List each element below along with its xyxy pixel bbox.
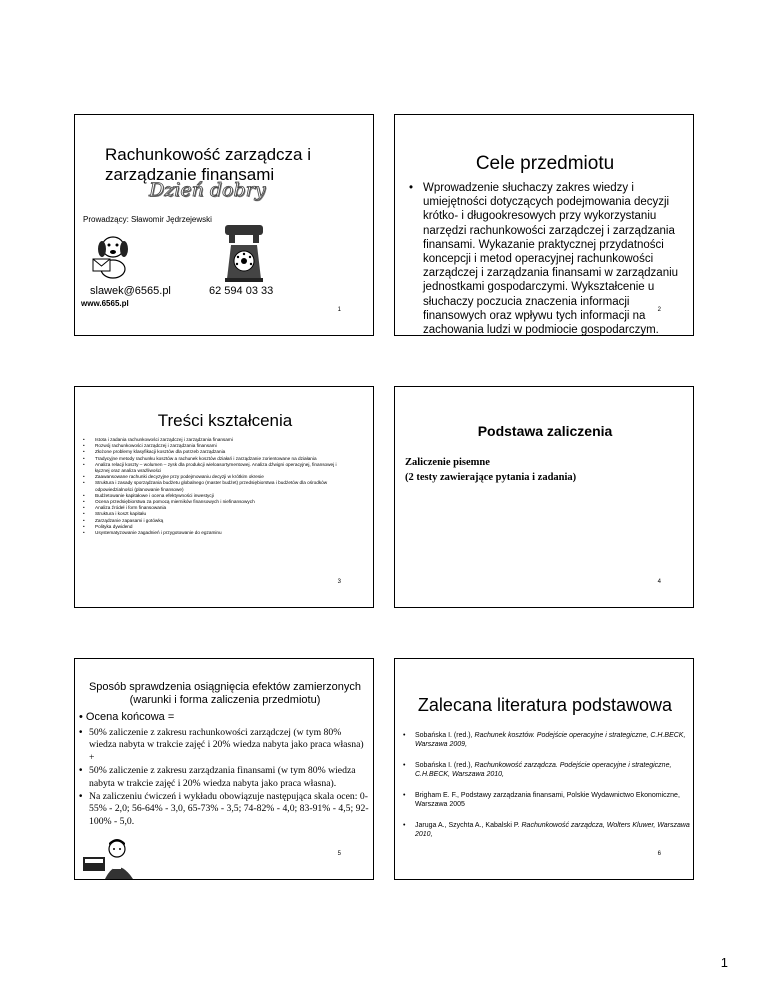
reference-item [401, 821, 691, 839]
telephone-icon [221, 223, 267, 283]
list-item: • Ocena przedsiębiorstwa za pomocą mierników finansowych i niefinansowych [81, 499, 351, 505]
reference-item [401, 731, 691, 749]
item-text: 50% zaliczenie z zakresu zarządzania finansami (w tym 80% wiedza nabyta w trakcie zajęć i 20% wiedza nabyta jako praca własna). [89, 765, 356, 789]
reference-author: Brigham E. F., [415, 792, 461, 799]
list-item: • Analiza relacji koszty – wolumen – zysk dla produkcji wieloasortymentowej. Analiza dźwigni operacyjnej, finansowej i łącznej oraz analiza wrażliwości [81, 462, 351, 474]
bullet-marker: • [79, 791, 83, 803]
slide-number: 5 [337, 851, 341, 857]
greeting-logo: Dzień dobry [149, 179, 266, 201]
reference-work: Podstawy zarządzania finansami, Polskie Wydawnictwo Ekonomiczne, Warszawa 2005 [415, 792, 680, 808]
slide-6 [394, 658, 694, 880]
slide-number: 1 [337, 307, 341, 313]
list-item: • Złożone problemy klasyfikacji kosztów dla potrzeb zarządzania [81, 449, 351, 455]
slide-number: 3 [337, 579, 341, 585]
list-item: • Struktura i koszt kapitału [81, 511, 351, 517]
slide-2-text: Wprowadzenie słuchaczy zakres wiedzy i umiejętności dotyczących podejmowania decyzji krótko- i długookresowych przy wykorzystaniu narzędzi rachunkowości zarządczej i zarządzania finansami. Wykazanie praktycznej przydatności koncepcji i metod operacyjnej rachunkowości zarządczej i zarządzania finansami w zarządzaniu jednostkami gospodarczymi. Wykształcenie u słuchaczy poczucia znaczenia informacji finansowych oraz wpływu tych informacji na zachowania ludzi w podmiocie gospodarczym. [423, 182, 679, 336]
reference-work: Rachunkowość zarządcza. Podejście operacyjne i strategiczne, C.H.BECK, Warszawa 2010, [415, 762, 672, 778]
exam-line-1: Zaliczenie pisemne [405, 457, 490, 468]
website: www.6565.pl [81, 299, 129, 308]
bullet-marker: • [403, 792, 406, 799]
slide-3 [74, 386, 374, 608]
item-text: Na zaliczeniu ćwiczeń i wykładu obowiązuje następująca skala ocen: 0-55% - 2,0; 56-64% - 3,0, 65-73% - 3,5; 74-82% - 4,0; 83-91% - 4,5; 92-100% - 5,0. [89, 791, 369, 827]
list-item: • Istota i zadania rachunkowości zarządczej i zarządzania finansami [81, 437, 351, 443]
slide-4-title: Podstawa zaliczenia [477, 423, 613, 439]
reference-author: Jaruga A., Szychta A., Kabalski P. [415, 822, 522, 829]
reference-item [401, 761, 691, 779]
list-item: • Tradycyjne metody rachunku kosztów a rachunek kosztów działań i zarządzanie zorientowane na działania [81, 456, 351, 462]
grading-list [79, 727, 369, 829]
slide-1 [74, 114, 374, 336]
email: slawek@6565.pl [90, 285, 171, 297]
reference-work: Rachunkowość zarządcza, Wolters Kluwer, Warszawa 2010, [415, 822, 690, 838]
reference-work: Rachunek kosztów. Podejście operacyjne i strategiczne, C.H.BECK, Warszawa 2009, [415, 732, 686, 748]
slide-1-title: Rachunkowość zarządcza i zarządzanie finansami [105, 145, 311, 184]
list-item: • Usystematyzowanie zagadnień i przygotowanie do egzaminu [81, 530, 351, 536]
bullet-marker: • [409, 182, 414, 194]
list-item [79, 727, 369, 764]
slide-5-title: Sposób sprawdzenia osiągnięcia efektów zamierzonych (warunki i forma zaliczenia przedmiotu) [88, 681, 362, 706]
slide-3-title: Treści kształcenia [157, 411, 293, 430]
list-item: • Analiza źródeł i form finansowania [81, 505, 351, 511]
bullet-marker: • [403, 732, 406, 739]
page-number: 1 [720, 955, 728, 970]
slide-5 [74, 658, 374, 880]
bullet-marker: • [79, 727, 83, 738]
list-item: • Zaawansowane rachunki decyzyjne przy podejmowaniu decyzji w krótkim okresie [81, 474, 351, 480]
slide-number: 2 [657, 307, 661, 313]
reference-author: Sobańska I. (red.), [415, 732, 475, 739]
list-item: • Polityka dywidend [81, 524, 351, 530]
list-item [79, 791, 369, 828]
list-item [79, 765, 369, 790]
slide-4 [394, 386, 694, 608]
slide-number: 6 [657, 851, 661, 857]
slide-number: 4 [657, 579, 661, 585]
list-item: • Rozwój rachunkowości zarządczej i zarządzania finansami [81, 443, 351, 449]
list-item: • Zarządzanie zapasami i gotówką [81, 518, 351, 524]
item-text: 50% zaliczenie z zakresu rachunkowości zarządczej (w tym 80% wiedza nabyta w trakcie zajęć i 20% wiedza nabyta jako praca własna) + [89, 727, 364, 763]
bullet-marker: • [403, 762, 406, 769]
bullet-marker: • [403, 822, 406, 829]
reference-item [401, 791, 691, 809]
final-grade-lead: • Ocena końcowa = [79, 711, 175, 723]
presenter: Prowadzący: Sławomir Jędrzejewski [83, 215, 212, 224]
bullet-marker: • [79, 765, 83, 777]
slide-2 [394, 114, 694, 336]
slide-6-title: Zalecana literatura podstawowa [417, 695, 673, 715]
reference-list [401, 731, 691, 851]
reference-author: Sobańska I. (red.), [415, 762, 475, 769]
content-list [81, 437, 351, 536]
exam-line-2: (2 testy zawierające pytania i zadania) [405, 472, 577, 483]
list-item: • Budżetowanie kapitałowe i ocena efektywności inwestycji [81, 493, 351, 499]
list-item: • Struktura i zasady sporządzania budżetu globalnego (master budżet) przedsiębiorstwa i budżetów dla ośrodków odpowiedzialności (planowanie finansowe) [81, 480, 351, 492]
final-grade-text: Ocena końcowa = [85, 711, 175, 723]
dog-mail-icon [89, 233, 131, 281]
slide-2-bullet [409, 181, 685, 336]
slide-2-title: Cele przedmiotu [475, 153, 615, 174]
clerk-clipart-icon [83, 837, 135, 879]
phone-number: 62 594 03 33 [209, 285, 274, 297]
